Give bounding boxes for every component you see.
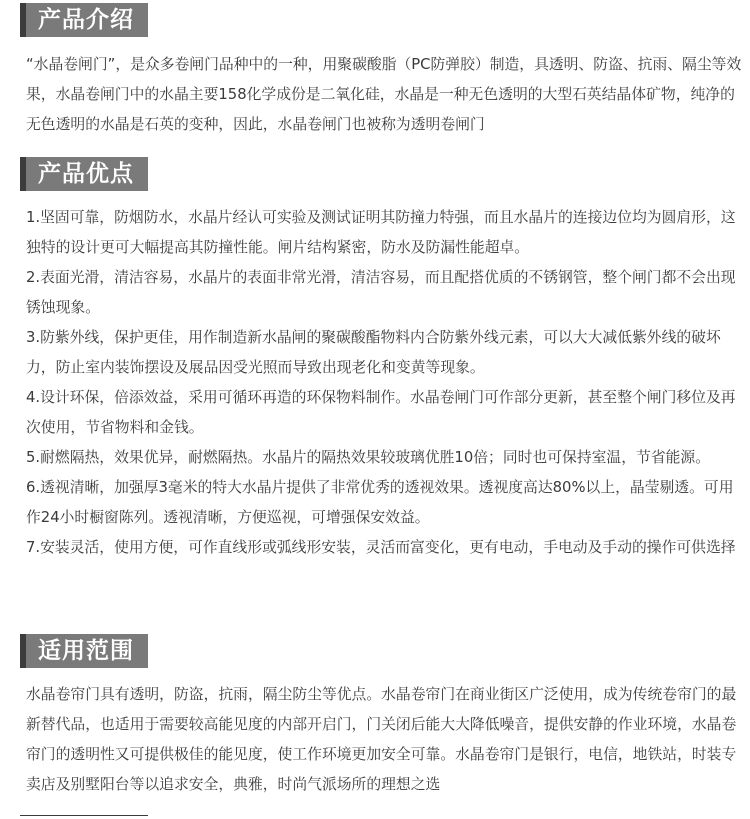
advantage-item: 4.设计环保，倍添效益，采用可循环再造的环保物料制作。水晶卷闸门可作部分更新，甚至整个闸门移位及再次使用，节省物料和金钱。 — [26, 389, 736, 436]
advantage-item: 3.防紫外线，保护更佳，用作制造新水晶闸的聚碳酸酯物料内合防紫外线元素，可以大大减低紫外线的破坏力，防止室内装饰摆设及展品因受光照而导致出现老化和变黄等现象。 — [26, 329, 721, 376]
scope-paragraph: 水晶卷帘门具有透明，防盗，抗雨，隔尘防尘等优点。水晶卷帘门在商业街区广泛使用，成为传统卷帘门的最新替代品，也适用于需要较高能见度的内部开启门，门关闭后能大大降低噪音，提供安静的作业环境，水晶卷帘门的透明性又可提供极佳的能见度，使工作环境更加安全可靠。水晶卷帘门是银行，电信，地铁站，时装专卖店及别墅阳台等以追求安全，典雅，时尚气派场所的理想之选 — [26, 686, 737, 793]
intro-heading: 产品介绍 — [20, 3, 148, 37]
advantage-item: 1.坚固可靠，防烟防水，水晶片经认可实验及测试证明其防撞力特强，而且水晶片的连接边位均为圆肩形，这独特的设计更可大幅提高其防撞性能。闸片结构紧密，防水及防漏性能超卓。 — [26, 209, 736, 256]
scope-heading: 适用范围 — [20, 634, 148, 668]
advantages-list — [26, 203, 746, 563]
advantage-item: 6.透视清晰，加强厚3毫米的特大水晶片提供了非常优秀的透视效果。透视度高达80%以上，晶莹剔透。可用作24小时橱窗陈列。透视清晰，方便巡视，可增强保安效益。 — [26, 479, 734, 526]
advantage-item: 5.耐燃隔热，效果优异，耐燃隔热。水晶片的隔热效果较玻璃优胜10倍；同时也可保持室温，节省能源。 — [26, 449, 711, 466]
scope-body — [26, 680, 746, 800]
advantage-item: 7.安装灵活，使用方便，可作直线形或弧线形安装，灵活而富变化，更有电动，手电动及手动的操作可供选择 — [26, 539, 736, 556]
intro-body — [26, 50, 746, 140]
intro-paragraph: “水晶卷闸门”，是众多卷闸门品种中的一种，用聚碳酸脂（PC防弹胶）制造，具透明、防盗、抗雨、隔尘等效果，水晶卷闸门中的水晶主要158化学成份是二氧化硅，水晶是一种无色透明的大型石英结晶体矿物，纯净的无色透明的水晶是石英的变种，因此，水晶卷闸门也被称为透明卷闸门 — [26, 56, 742, 133]
advantage-item: 2.表面光滑，清洁容易，水晶片的表面非常光滑，清洁容易，而且配搭优质的不锈钢管，整个闸门都不会出现锈蚀现象。 — [26, 269, 736, 316]
advantages-heading: 产品优点 — [20, 157, 148, 191]
bottom-divider — [20, 815, 148, 816]
